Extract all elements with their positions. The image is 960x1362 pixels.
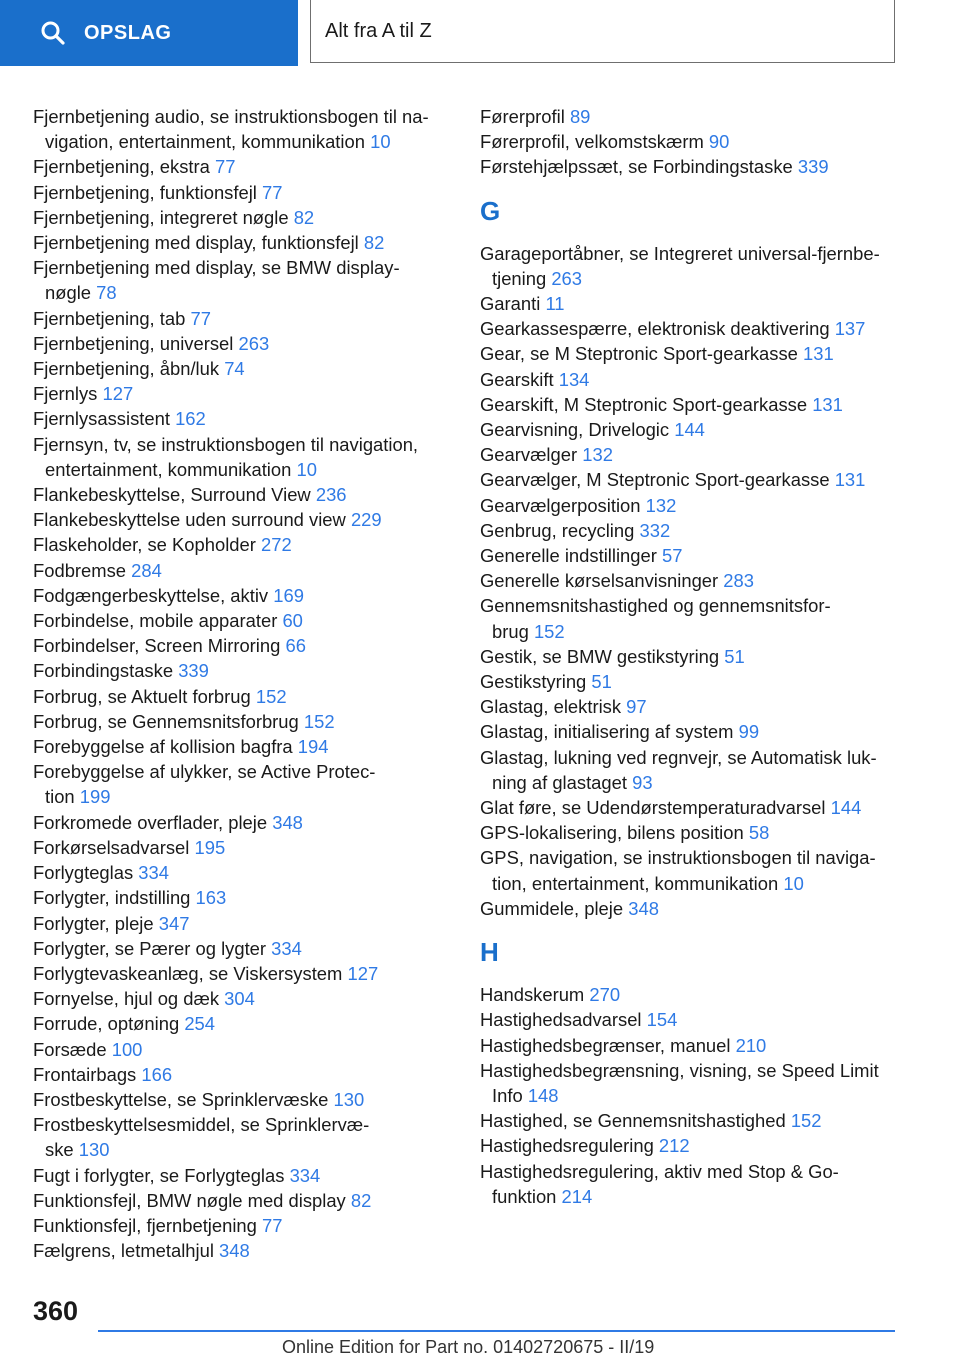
index-entry: [33, 1163, 453, 1188]
index-entry-text: Forebyggelse af ulykker, se Active Protec-: [33, 761, 376, 783]
page-reference-link[interactable]: 154: [646, 1009, 678, 1031]
index-entry-text: Info: [492, 1084, 523, 1106]
page-reference-link[interactable]: 132: [645, 494, 677, 516]
index-entry-text: Hastighedsregulering, aktiv med Stop & Go-: [480, 1160, 839, 1182]
index-entry: [480, 104, 920, 129]
index-entry-text: Fodgængerbeskyttelse, aktiv: [33, 584, 269, 606]
index-entry: [33, 230, 453, 255]
index-entry: [33, 658, 453, 683]
index-entry: [480, 392, 920, 417]
index-entry-text: GPS-lokalisering, bilens position: [480, 822, 744, 844]
index-entry-text: GPS, navigation, se instruktionsbogen til naviga-: [480, 847, 876, 869]
index-entry: [33, 154, 453, 179]
page-reference-link[interactable]: 78: [96, 282, 117, 304]
index-entry-text: Fjernbetjening, ekstra: [33, 156, 210, 178]
page-reference-link[interactable]: 77: [262, 181, 283, 203]
index-entry: [33, 255, 453, 305]
index-entry-text: Fjernbetjening audio, se instruktionsbogen til na-: [33, 106, 429, 127]
index-entry: [480, 669, 920, 694]
opslag-tab-label: OPSLAG: [84, 21, 172, 44]
index-entry: [33, 180, 453, 205]
page-reference-link[interactable]: 10: [370, 131, 391, 153]
index-entry: [480, 719, 920, 744]
index-entry-text: Fjernbetjening, integreret nøgle: [33, 206, 289, 228]
index-entry-text: Generelle indstillinger: [480, 545, 657, 567]
page-reference-link[interactable]: 57: [661, 545, 683, 567]
index-entry-text: Glastag, initialisering af system: [480, 721, 734, 743]
page-reference-link[interactable]: 66: [285, 635, 306, 657]
page-reference-link[interactable]: 130: [78, 1139, 110, 1161]
page-reference-link[interactable]: 348: [219, 1240, 250, 1262]
index-entry: [480, 593, 920, 643]
index-entry: [480, 845, 920, 895]
index-entry-text: Forbindelser, Screen Mirroring: [33, 635, 281, 657]
page-reference-link[interactable]: 97: [626, 696, 647, 718]
index-column-left: [33, 104, 453, 1263]
index-entry-text: Handskerum: [480, 984, 585, 1006]
page-reference-link[interactable]: 284: [131, 559, 162, 581]
index-entry-text: Forbindelse, mobile apparater: [33, 610, 278, 632]
page-reference-link[interactable]: 339: [178, 660, 209, 682]
index-letter-heading: G: [480, 195, 501, 226]
index-entry: [480, 820, 920, 845]
index-entry: [480, 896, 920, 921]
page-reference-link[interactable]: 152: [303, 710, 335, 732]
page-reference-link[interactable]: 166: [141, 1063, 173, 1085]
page-reference-link[interactable]: 60: [282, 610, 303, 632]
index-entry: [33, 911, 453, 936]
index-entry: [480, 467, 920, 492]
index-entry: [480, 493, 920, 518]
section-title-text: Alt fra A til Z: [325, 19, 432, 42]
index-entry: [33, 709, 453, 734]
index-entry-text: nøgle: [45, 282, 92, 304]
index-entry-text: Gearvælgerposition: [480, 494, 641, 516]
index-entry-text: Frontairbags: [33, 1063, 137, 1085]
index-entry-text: Fjernbetjening, åbn/luk: [33, 358, 220, 380]
index-entry: [480, 129, 920, 154]
index-entry-text: Fjernbetjening, tab: [33, 307, 186, 329]
index-entry-text: Flaskeholder, se Kopholder: [33, 534, 256, 556]
index-entry-text: Frostbeskyttelse, se Sprinklervæske: [33, 1088, 329, 1110]
index-entry-text: Gearskift: [480, 368, 554, 390]
page-reference-link[interactable]: 93: [632, 771, 653, 793]
page-reference-link[interactable]: 263: [238, 332, 270, 354]
index-entry: [480, 417, 920, 442]
page-reference-link[interactable]: 11: [545, 293, 565, 315]
index-entry: [480, 1159, 920, 1209]
page-reference-link[interactable]: 131: [812, 393, 843, 415]
index-entry-text: Forrude, optøning: [33, 1013, 180, 1035]
index-entry-text: Hastighedsadvarsel: [480, 1009, 642, 1031]
index-entry-text: tion: [45, 786, 75, 808]
index-entry: [480, 1058, 920, 1108]
page-reference-link[interactable]: 127: [102, 383, 134, 405]
index-entry-text: Forsæde: [33, 1038, 107, 1060]
section-title: [310, 0, 895, 63]
index-entry-text: Fjernbetjening, funktionsfejl: [33, 181, 257, 203]
index-entry-text: Garageportåbner, se Integreret universal-fjernbe-: [480, 242, 880, 264]
index-entry-text: Glastag, elektrisk: [480, 696, 622, 718]
page-reference-link[interactable]: 99: [738, 721, 760, 743]
index-entry-text: Førerprofil: [480, 106, 565, 127]
index-entry-text: Garanti: [480, 293, 541, 315]
index-entry-text: Generelle kørselsanvisninger: [480, 570, 719, 592]
index-entry-text: Fjernbetjening med display, se BMW display-: [33, 257, 400, 279]
page-reference-link[interactable]: 82: [350, 1189, 372, 1211]
index-entry-text: Gestikstyring: [480, 671, 587, 693]
index-entry: [33, 356, 453, 381]
index-entry-text: Gearvælger: [480, 444, 578, 466]
index-entry: [33, 810, 453, 835]
index-entry-text: Fjernbetjening med display, funktionsfejl: [33, 232, 359, 254]
index-entry-text: Forlygtevaskeanlæg, se Viskersystem: [33, 962, 343, 984]
page-reference-link[interactable]: 348: [628, 897, 659, 919]
index-entry-text: Gennemsnitshastighed og gennemsnitsfor-: [480, 595, 831, 617]
page-reference-link[interactable]: 332: [639, 519, 671, 541]
index-entry-text: Forlygter, se Pærer og lygter: [33, 937, 267, 959]
page-reference-link[interactable]: 127: [347, 962, 379, 984]
index-letter-heading: H: [480, 937, 499, 968]
page-reference-link[interactable]: 137: [834, 318, 866, 340]
page-reference-link[interactable]: 74: [224, 358, 245, 380]
index-entry: [33, 1238, 453, 1263]
index-entry-text: Hastighedsregulering: [480, 1135, 654, 1157]
index-entry: [33, 558, 453, 583]
index-entry-text: ske: [45, 1139, 74, 1161]
index-entry-text: Forebyggelse af kollision bagfra: [33, 736, 293, 758]
page-reference-link[interactable]: 10: [783, 872, 804, 894]
page-reference-link[interactable]: 82: [293, 206, 315, 228]
index-entry-text: Fjernlysassistent: [33, 408, 170, 430]
page-reference-link[interactable]: 100: [111, 1038, 143, 1060]
page-reference-link[interactable]: 130: [333, 1088, 365, 1110]
index-entry: [33, 1011, 453, 1036]
page-number: 360: [33, 1296, 79, 1326]
page-reference-link[interactable]: 283: [723, 570, 754, 592]
index-entry-text: funktion: [492, 1185, 557, 1207]
index-entry-text: Gearkassespærre, elektronisk deaktivering: [480, 318, 830, 340]
index-entry: [480, 316, 920, 341]
index-column-right: [480, 104, 920, 1209]
page-reference-link[interactable]: 134: [558, 368, 590, 390]
page-reference-link[interactable]: 163: [195, 887, 227, 909]
page-reference-link[interactable]: 144: [674, 419, 705, 441]
page-reference-link[interactable]: 304: [224, 988, 255, 1010]
index-entry: [480, 795, 920, 820]
index-entry-text: Forlygter, indstilling: [33, 887, 191, 909]
index-entry: [33, 633, 453, 658]
index-entry: [33, 432, 453, 482]
page-reference-link[interactable]: 82: [363, 232, 385, 254]
index-entry: [33, 608, 453, 633]
index-entry-text: Genbrug, recycling: [480, 519, 635, 541]
page-reference-link[interactable]: 195: [194, 836, 226, 858]
page-reference-link[interactable]: 132: [582, 444, 613, 466]
index-entry: [480, 518, 920, 543]
index-entry: [33, 482, 453, 507]
index-entry: [33, 104, 453, 154]
index-entry-text: Fjernsyn, tv, se instruktionsbogen til navigation,: [33, 433, 419, 455]
page-reference-link[interactable]: 334: [271, 937, 302, 959]
index-entry: [33, 331, 453, 356]
index-entry-text: Glastag, lukning ved regnvejr, se Automatisk luk-: [480, 746, 877, 768]
index-entry-text: Hastighedsbegrænsning, visning, se Speed Limit: [480, 1059, 879, 1081]
index-entry-text: Gummidele, pleje: [480, 897, 624, 919]
search-icon: [40, 20, 66, 46]
index-entry-text: tjening: [492, 267, 547, 289]
index-entry-text: Gear, se M Steptronic Sport-gearkasse: [480, 343, 798, 365]
index-entry: [33, 1087, 453, 1112]
page-reference-link[interactable]: 131: [803, 343, 834, 365]
index-entry: [33, 936, 453, 961]
index-entry: [480, 543, 920, 568]
index-entry: [33, 1112, 453, 1162]
index-entry: [480, 291, 920, 316]
index-entry-text: Hastighedsbegrænser, manuel: [480, 1034, 731, 1056]
index-entry-text: Forbindingstaske: [33, 660, 174, 682]
index-entry: [33, 1062, 453, 1087]
page-reference-link[interactable]: 77: [214, 156, 236, 178]
index-entry-text: Gearvisning, Drivelogic: [480, 419, 670, 441]
index-entry: [33, 205, 453, 230]
index-entry-text: Fjernbetjening, universel: [33, 332, 234, 354]
index-entry: [33, 1188, 453, 1213]
index-entry-text: Flankebeskyttelse, Surround View: [33, 484, 311, 506]
index-entry-text: Funktionsfejl, BMW nøgle med display: [33, 1189, 346, 1211]
page-reference-link[interactable]: 236: [315, 484, 347, 506]
index-entry-text: Funktionsfejl, fjernbetjening: [33, 1214, 257, 1236]
page-reference-link[interactable]: 169: [273, 584, 304, 606]
index-entry: [33, 759, 453, 809]
index-entry: [33, 532, 453, 557]
page-reference-link[interactable]: 131: [834, 469, 866, 491]
page-reference-link[interactable]: 148: [527, 1084, 559, 1106]
index-entry-text: vigation, entertainment, kommunikation: [45, 131, 365, 153]
page-reference-link[interactable]: 339: [797, 156, 829, 178]
index-entry: [480, 1033, 920, 1058]
index-entry-text: Flankebeskyttelse uden surround view: [33, 509, 346, 531]
index-entry-text: Forkørselsadvarsel: [33, 836, 190, 858]
index-entry-text: Fugt i forlygter, se Forlygteglas: [33, 1164, 285, 1186]
index-entry: [480, 341, 920, 366]
opslag-tab[interactable]: [0, 0, 298, 66]
index-entry-text: Fælgrens, letmetalhjul: [33, 1240, 214, 1262]
index-entry: [480, 154, 920, 179]
index-entry: [480, 644, 920, 669]
page-reference-link[interactable]: 229: [350, 509, 382, 531]
index-entry-text: Gestik, se BMW gestikstyring: [480, 645, 720, 667]
page-reference-link[interactable]: 348: [272, 811, 303, 833]
index-entry: [33, 961, 453, 986]
page-reference-link[interactable]: 10: [296, 458, 317, 480]
index-entry-text: Glat føre, se Udendørstemperaturadvarsel: [480, 797, 826, 819]
index-entry-text: Gearskift, M Steptronic Sport-gearkasse: [480, 393, 808, 415]
page-reference-link[interactable]: 272: [261, 534, 292, 556]
index-entry: [33, 306, 453, 331]
index-entry: [33, 986, 453, 1011]
page-reference-link[interactable]: 254: [184, 1013, 215, 1035]
page-reference-link[interactable]: 58: [748, 822, 770, 844]
index-entry: [480, 442, 920, 467]
page-reference-link[interactable]: 90: [708, 131, 730, 153]
page-reference-link[interactable]: 270: [589, 984, 621, 1006]
index-entry-text: entertainment, kommunikation: [45, 458, 292, 480]
index-entry-text: Forbrug, se Aktuelt forbrug: [33, 685, 251, 707]
index-entry: [33, 860, 453, 885]
index-entry: [33, 684, 453, 709]
page-reference-link[interactable]: 212: [658, 1135, 690, 1157]
index-entry-text: Forbrug, se Gennemsnitsforbrug: [33, 710, 299, 732]
index-entry-text: tion, entertainment, kommunikation: [492, 872, 779, 894]
page-reference-link[interactable]: 199: [79, 786, 111, 808]
index-entry: [480, 1108, 920, 1133]
index-entry: [480, 367, 920, 392]
index-entry: [33, 885, 453, 910]
index-entry: [480, 1007, 920, 1032]
index-entry: [33, 734, 453, 759]
page-reference-link[interactable]: 152: [533, 620, 565, 642]
page-reference-link[interactable]: 334: [138, 862, 169, 884]
index-entry: [33, 406, 453, 431]
index-entry: [480, 241, 920, 291]
index-entry-text: Forlygteglas: [33, 862, 134, 884]
page-reference-link[interactable]: 51: [591, 671, 612, 693]
index-entry-text: Forkromede overflader, pleje: [33, 811, 268, 833]
index-entry-text: Hastighed, se Gennemsnitshastighed: [480, 1110, 786, 1132]
index-entry: [33, 835, 453, 860]
index-entry-text: Fjernlys: [33, 383, 98, 405]
index-entry-text: ning af glastaget: [492, 771, 627, 793]
page-reference-link[interactable]: 77: [262, 1214, 283, 1236]
page-reference-link[interactable]: 89: [569, 106, 591, 127]
page-reference-link[interactable]: 144: [830, 797, 862, 819]
footer-divider: [98, 1330, 895, 1332]
index-entry-text: Gearvælger, M Steptronic Sport-gearkasse: [480, 469, 830, 491]
index-entry: [480, 1133, 920, 1158]
footer-edition-text: Online Edition for Part no. 01402720675 - II/19: [282, 1337, 655, 1357]
index-entry: [480, 694, 920, 719]
page-reference-link[interactable]: 347: [158, 912, 190, 934]
index-entry-text: brug: [492, 620, 529, 642]
page-reference-link[interactable]: 210: [735, 1034, 767, 1056]
page-reference-link[interactable]: 334: [289, 1164, 321, 1186]
index-entry: [33, 381, 453, 406]
index-entry-text: Frostbeskyttelsesmiddel, se Sprinklervæ-: [33, 1114, 370, 1136]
index-entry: [33, 1213, 453, 1238]
page-reference-link[interactable]: 77: [190, 307, 211, 329]
page-reference-link[interactable]: 214: [561, 1185, 593, 1207]
index-entry: [33, 507, 453, 532]
page-reference-link[interactable]: 263: [551, 267, 583, 289]
index-entry: [480, 982, 920, 1007]
index-entry: [33, 1037, 453, 1062]
index-entry: [33, 583, 453, 608]
index-entry-text: Fodbremse: [33, 559, 127, 581]
index-entry-text: Forlygter, pleje: [33, 912, 154, 934]
index-entry-text: Førstehjælpssæt, se Forbindingstaske: [480, 156, 793, 178]
page-reference-link[interactable]: 152: [255, 685, 287, 707]
page-reference-link[interactable]: 152: [790, 1110, 822, 1132]
index-entry-text: Fornyelse, hjul og dæk: [33, 988, 220, 1010]
page-reference-link[interactable]: 194: [297, 736, 329, 758]
index-entry: [480, 568, 920, 593]
index-entry-text: Førerprofil, velkomstskærm: [480, 131, 704, 153]
index-entry: [480, 745, 920, 795]
page-reference-link[interactable]: 162: [175, 408, 206, 430]
page-reference-link[interactable]: 51: [724, 645, 745, 667]
